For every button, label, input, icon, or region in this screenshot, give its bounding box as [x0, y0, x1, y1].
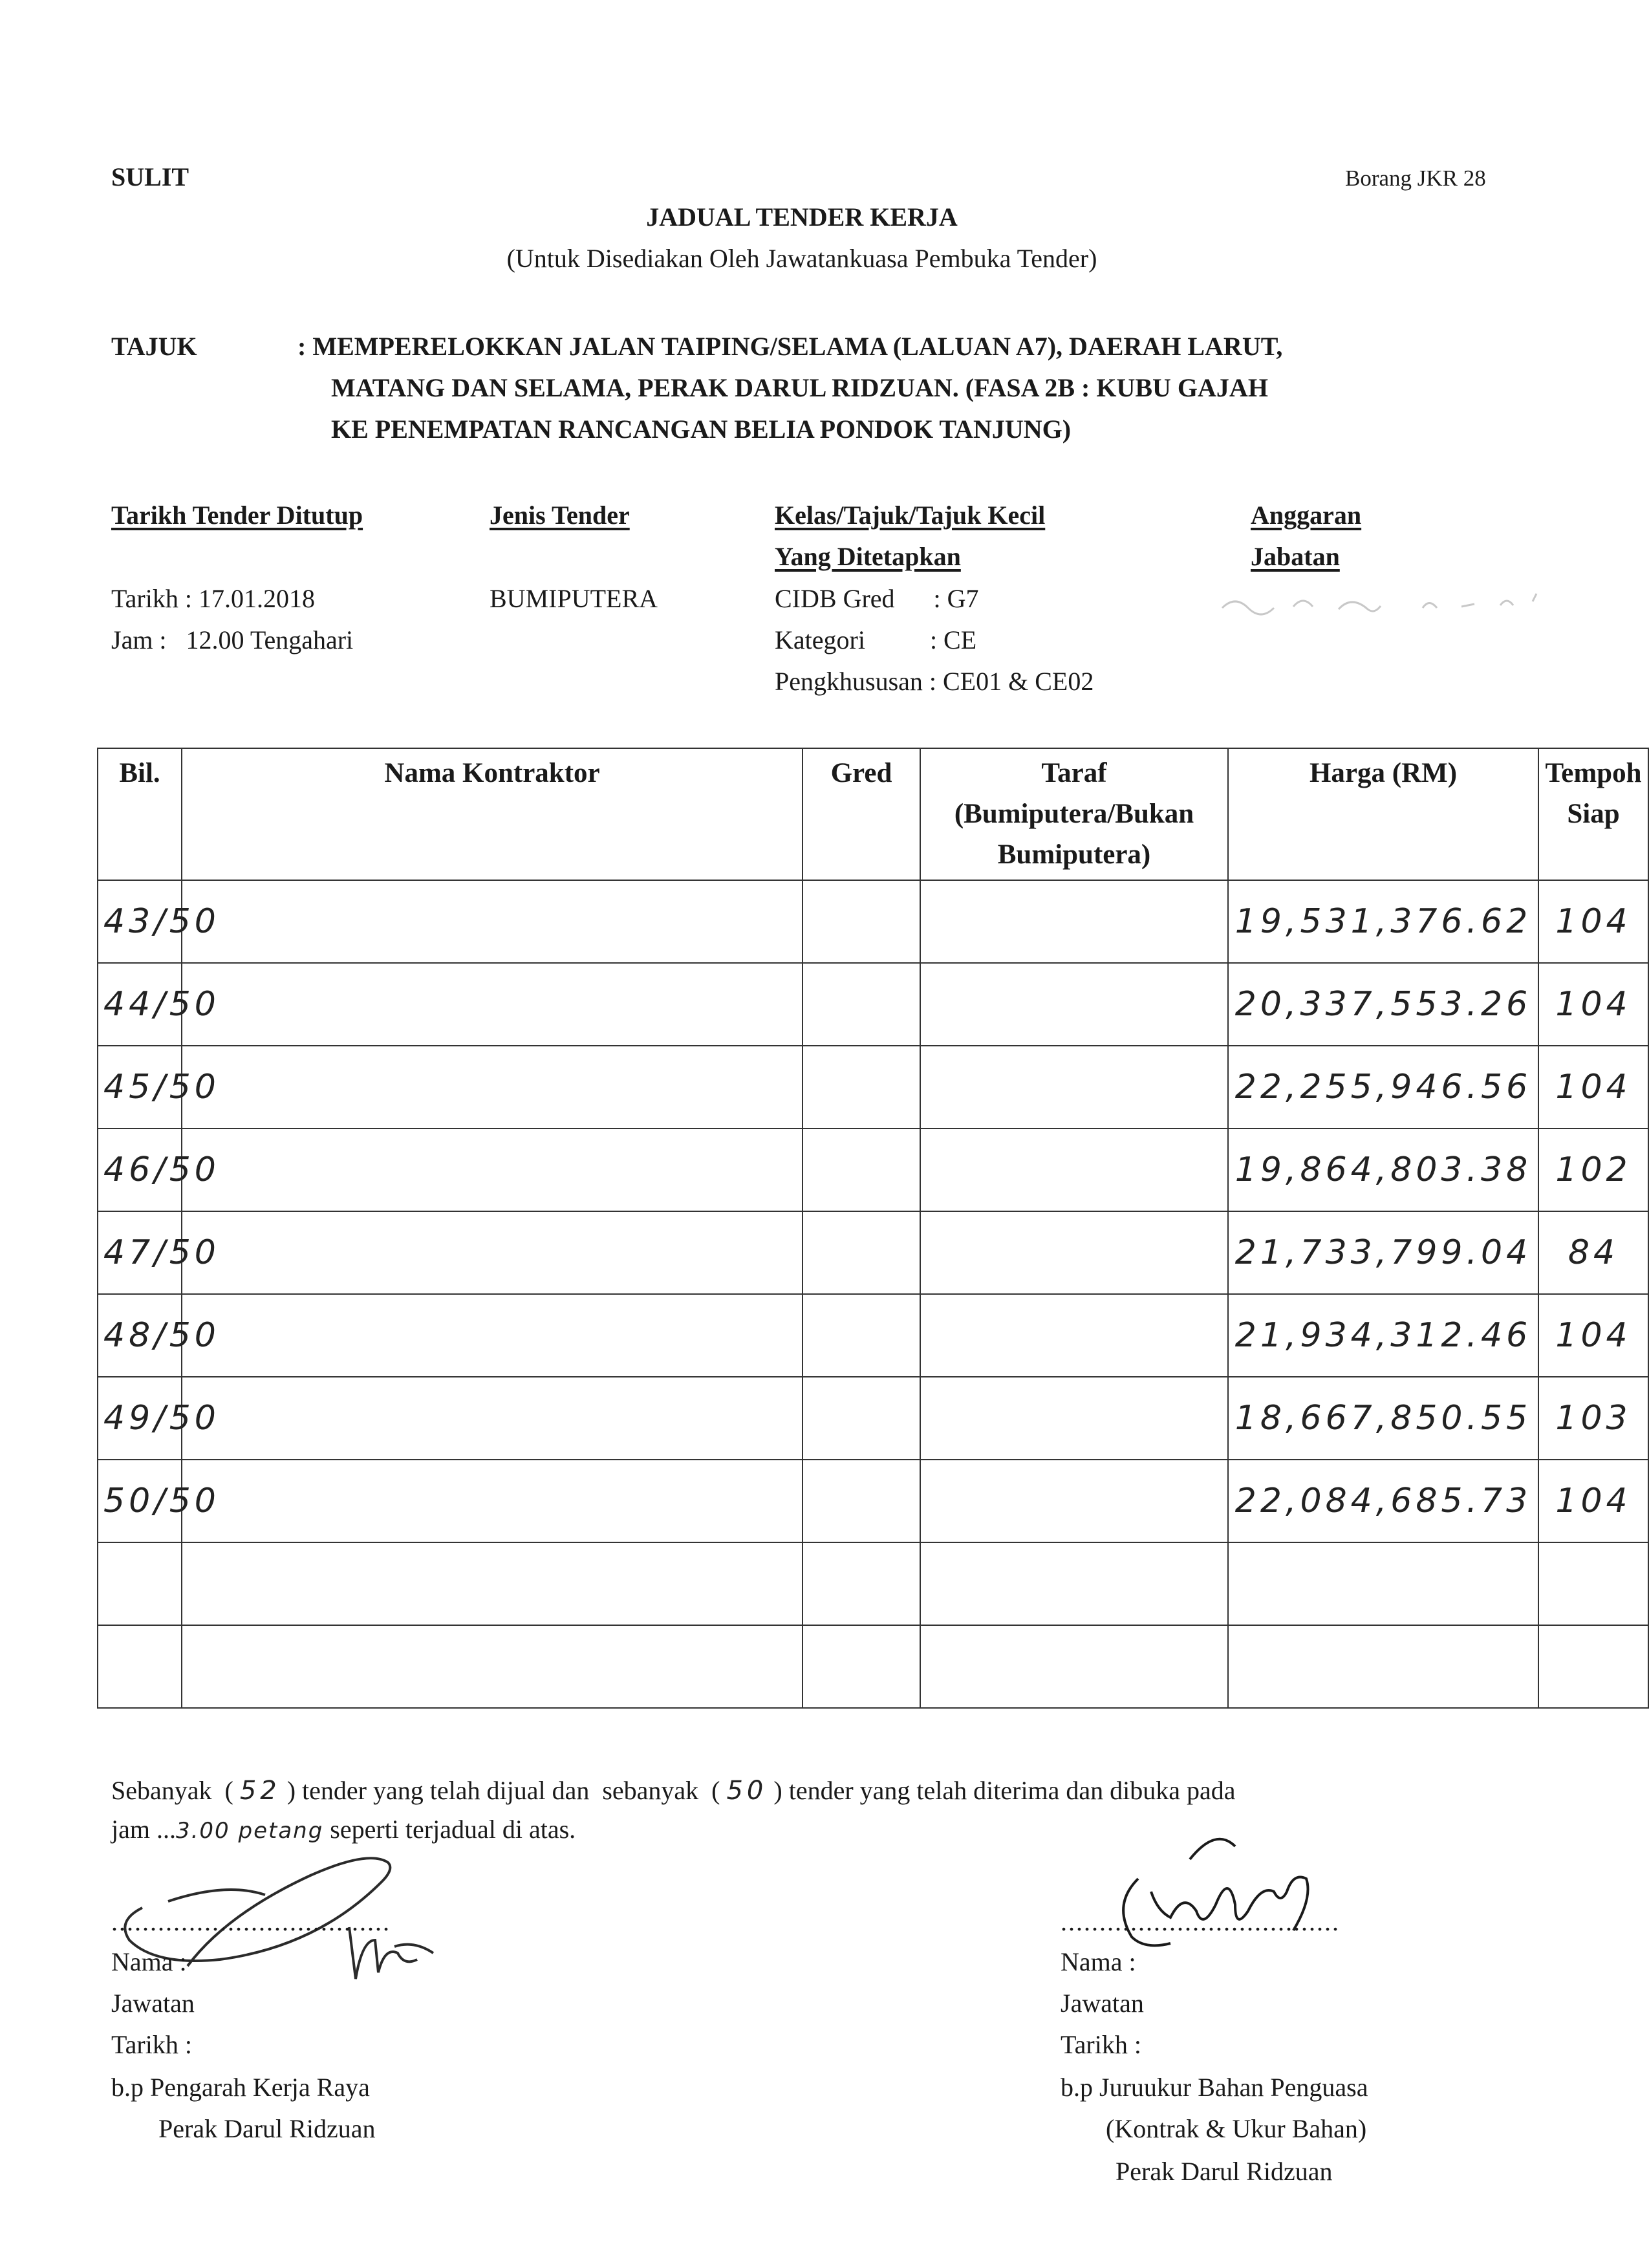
col-header-harga: Harga (RM): [1228, 748, 1538, 880]
cell-gred: [803, 1129, 920, 1211]
cell-taraf: [920, 963, 1228, 1046]
tarikh-value: Tarikh : 17.01.2018: [111, 584, 315, 613]
left-tarikh-label: Tarikh :: [111, 2030, 192, 2059]
right-dotted-line: ....................................: [1061, 1907, 1340, 1936]
cell-gred: [803, 1542, 920, 1625]
cell-tempoh: [1538, 1542, 1648, 1625]
cell-nama-kontraktor: [182, 1129, 803, 1211]
cell-gred: [803, 1046, 920, 1129]
table-header-row: [98, 748, 1648, 880]
cell-taraf: [920, 1211, 1228, 1294]
cell-harga: [1228, 1625, 1538, 1708]
table-row: [98, 1460, 1648, 1542]
faint-scribble: [1216, 582, 1552, 621]
cell-harga: 21,733,799.04: [1228, 1211, 1538, 1294]
right-bp-line-2: (Kontrak & Ukur Bahan): [1106, 2114, 1367, 2143]
cell-nama-kontraktor: [182, 1542, 803, 1625]
right-bp-line-3: Perak Darul Ridzuan: [1116, 2157, 1333, 2186]
table-row: [98, 880, 1648, 963]
classification-label: SULIT: [111, 162, 189, 191]
cell-tempoh: 104: [1538, 1460, 1648, 1542]
cell-tempoh: 102: [1538, 1129, 1648, 1211]
jam-value: Jam : 12.00 Tengahari: [111, 625, 354, 654]
tajuk-line-2: MATANG DAN SELAMA, PERAK DARUL RIDZUAN. (FASA 2B : KUBU GAJAH: [331, 373, 1268, 402]
cell-nama-kontraktor: [182, 1625, 803, 1708]
cell-bil: 48/50: [98, 1294, 182, 1377]
cidb-gred: CIDB Gred : G7: [775, 584, 979, 613]
cell-harga: 22,084,685.73: [1228, 1460, 1538, 1542]
table-row: [98, 1129, 1648, 1211]
cell-nama-kontraktor: [182, 1294, 803, 1377]
cell-gred: [803, 963, 920, 1046]
left-nama-label: Nama :: [111, 1947, 187, 1976]
cell-tempoh: 84: [1538, 1211, 1648, 1294]
col-header-tempoh: Tempoh Siap: [1538, 748, 1648, 880]
cell-harga: 22,255,946.56: [1228, 1046, 1538, 1129]
table-row: [98, 1377, 1648, 1460]
cell-bil: 43/50: [98, 880, 182, 963]
cell-harga: [1228, 1542, 1538, 1625]
cell-gred: [803, 1211, 920, 1294]
cell-taraf: [920, 1377, 1228, 1460]
left-bp-line-1: b.p Pengarah Kerja Raya: [111, 2073, 370, 2102]
document-title: JADUAL TENDER KERJA: [646, 202, 958, 232]
cell-harga: 21,934,312.46: [1228, 1294, 1538, 1377]
cell-bil: [98, 1542, 182, 1625]
kategori: Kategori : CE: [775, 625, 977, 654]
left-jawatan-label: Jawatan: [111, 1989, 195, 2018]
cell-gred: [803, 1294, 920, 1377]
cell-taraf: [920, 1542, 1228, 1625]
jenis-tender-value: BUMIPUTERA: [490, 584, 658, 613]
table-row: [98, 1542, 1648, 1625]
right-jawatan-label: Jawatan: [1061, 1989, 1144, 2018]
cell-gred: [803, 1377, 920, 1460]
cell-taraf: [920, 880, 1228, 963]
cell-nama-kontraktor: [182, 880, 803, 963]
cell-nama-kontraktor: [182, 1377, 803, 1460]
tender-sold-count: 52: [239, 1776, 281, 1806]
summary-line-1: Sebanyak ( 52 ) tender yang telah dijual dan sebanyak ( 50 ) tender yang telah diterima dan dibuka pada: [111, 1776, 1236, 1806]
tajuk-line-3: KE PENEMPATAN RANCANGAN BELIA PONDOK TANJUNG): [331, 415, 1072, 444]
cell-nama-kontraktor: [182, 1460, 803, 1542]
right-bp-line-1: b.p Juruukur Bahan Penguasa: [1061, 2073, 1368, 2102]
cell-gred: [803, 880, 920, 963]
kelas-heading-1: Kelas/Tajuk/Tajuk Kecil: [775, 501, 1046, 530]
cell-bil: 45/50: [98, 1046, 182, 1129]
tender-table: [97, 748, 1649, 1709]
cell-harga: 19,531,376.62: [1228, 880, 1538, 963]
col-header-nama: Nama Kontraktor: [182, 748, 803, 880]
cell-tempoh: 104: [1538, 963, 1648, 1046]
cell-nama-kontraktor: [182, 1211, 803, 1294]
summary-line-2: jam ...3.00 petang seperti terjadual di atas.: [111, 1815, 576, 1844]
cell-tempoh: 104: [1538, 1294, 1648, 1377]
col-header-gred: Gred: [803, 748, 920, 880]
table-row: [98, 1625, 1648, 1708]
cell-taraf: [920, 1129, 1228, 1211]
tarikh-ditutup-heading: Tarikh Tender Ditutup: [111, 501, 363, 530]
tajuk-label: TAJUK: [111, 332, 197, 361]
col-header-bil: Bil.: [98, 748, 182, 880]
cell-harga: 19,864,803.38: [1228, 1129, 1538, 1211]
cell-bil: 44/50: [98, 963, 182, 1046]
cell-bil: 47/50: [98, 1211, 182, 1294]
cell-harga: 20,337,553.26: [1228, 963, 1538, 1046]
tender-received-count: 50: [726, 1776, 768, 1806]
form-number: Borang JKR 28: [1345, 166, 1486, 191]
cell-tempoh: 104: [1538, 880, 1648, 963]
cell-taraf: [920, 1046, 1228, 1129]
jenis-tender-heading: Jenis Tender: [490, 501, 630, 530]
cell-harga: 18,667,850.55: [1228, 1377, 1538, 1460]
table-row: [98, 1211, 1648, 1294]
kelas-heading-2: Yang Ditetapkan: [775, 542, 961, 571]
cell-tempoh: 103: [1538, 1377, 1648, 1460]
cell-taraf: [920, 1294, 1228, 1377]
cell-tempoh: 104: [1538, 1046, 1648, 1129]
right-signature: [1086, 1833, 1384, 1963]
cell-nama-kontraktor: [182, 1046, 803, 1129]
cell-taraf: [920, 1460, 1228, 1542]
cell-bil: 46/50: [98, 1129, 182, 1211]
anggaran-heading-1: Anggaran: [1251, 501, 1362, 530]
cell-nama-kontraktor: [182, 963, 803, 1046]
table-row: [98, 1046, 1648, 1129]
document-subtitle: (Untuk Disediakan Oleh Jawatankuasa Pembuka Tender): [506, 244, 1097, 273]
cell-bil: [98, 1625, 182, 1708]
pengkhususan: Pengkhususan : CE01 & CE02: [775, 667, 1094, 696]
cell-tempoh: [1538, 1625, 1648, 1708]
anggaran-heading-2: Jabatan: [1251, 542, 1340, 571]
right-nama-label: Nama :: [1061, 1947, 1136, 1976]
right-tarikh-label: Tarikh :: [1061, 2030, 1141, 2059]
table-row: [98, 1294, 1648, 1377]
tajuk-line-1: : MEMPERELOKKAN JALAN TAIPING/SELAMA (LALUAN A7), DAERAH LARUT,: [297, 332, 1283, 361]
cell-taraf: [920, 1625, 1228, 1708]
left-bp-line-2: Perak Darul Ridzuan: [158, 2114, 376, 2143]
cell-gred: [803, 1460, 920, 1542]
jam-handwritten: 3.00 petang: [175, 1818, 324, 1844]
cell-bil: 50/50: [98, 1460, 182, 1542]
table-row: [98, 963, 1648, 1046]
left-dotted-line: ....................................: [111, 1907, 391, 1936]
cell-gred: [803, 1625, 920, 1708]
cell-bil: 49/50: [98, 1377, 182, 1460]
col-header-taraf: Taraf (Bumiputera/Bukan Bumiputera): [920, 748, 1228, 880]
